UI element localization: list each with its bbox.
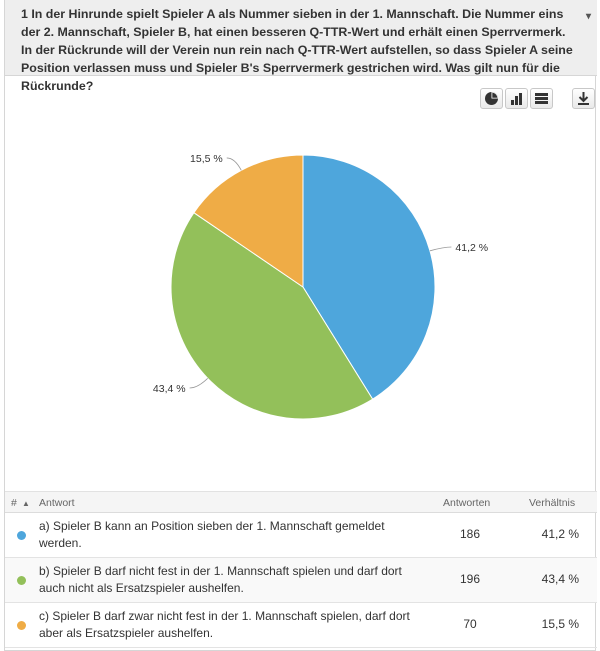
answers-table xyxy=(5,491,597,648)
answer-text: b) Spieler B darf nicht fest in der 1. Mannschaft spielen und darf dort auch nicht als Ersatzspieler aushelfen. xyxy=(39,564,402,595)
col-count[interactable]: Antworten xyxy=(443,497,491,509)
answer-count: 196 xyxy=(459,572,481,586)
question-card xyxy=(4,0,596,651)
question-text: 1 In der Hinrunde spielt Spieler A als Nummer sieben in der 1. Mannschaft. Die Nummer eins der 2. Mannschaft, Spieler B, hat einen besseren Q-TTR-Wert und erhält einen Sperrvermerk. In der Rückrunde will der Verein nun rein nach Q-TTR-Wert aufstellen, so dass Spieler A seine Position verlassen muss und Spieler B's Sperrvermerk gestrichen wird. Was gilt nun für die Rückrunde? xyxy=(21,7,573,93)
answer-ratio: 43,4 % xyxy=(541,572,579,586)
pie-chart xyxy=(5,80,597,490)
answer-ratio: 15,5 % xyxy=(541,617,579,631)
table-row xyxy=(5,513,597,558)
pie-connector-a xyxy=(430,247,451,251)
answer-count: 186 xyxy=(459,527,481,541)
legend-dot xyxy=(17,576,26,585)
pie-connector-c xyxy=(227,158,242,170)
pie-label-b: 43,4 % xyxy=(152,383,186,396)
col-ratio[interactable]: Verhältnis xyxy=(529,497,576,509)
answer-count: 70 xyxy=(463,617,477,631)
col-number[interactable]: # xyxy=(11,497,17,509)
sort-asc-icon[interactable]: ▲ xyxy=(22,499,30,508)
table-row xyxy=(5,558,597,603)
table-row xyxy=(5,603,597,648)
answer-text: c) Spieler B darf zwar nicht fest in der 1. Mannschaft spielen, darf dort aber als Ersatzspieler aushelfen. xyxy=(39,609,410,640)
pie-connector-b xyxy=(190,378,208,388)
pie-label-c: 15,5 % xyxy=(190,152,223,165)
col-answer[interactable]: Antwort xyxy=(39,497,75,509)
answer-ratio: 41,2 % xyxy=(541,527,579,541)
legend-dot xyxy=(17,621,26,630)
chevron-down-icon[interactable]: ▾ xyxy=(585,11,591,22)
answer-text: a) Spieler B kann an Position sieben der 1. Mannschaft gemeldet werden. xyxy=(39,519,385,550)
table-header xyxy=(5,491,597,513)
question-header[interactable] xyxy=(5,0,597,93)
legend-dot xyxy=(17,531,26,540)
pie-label-a: 41,2 % xyxy=(455,241,489,254)
